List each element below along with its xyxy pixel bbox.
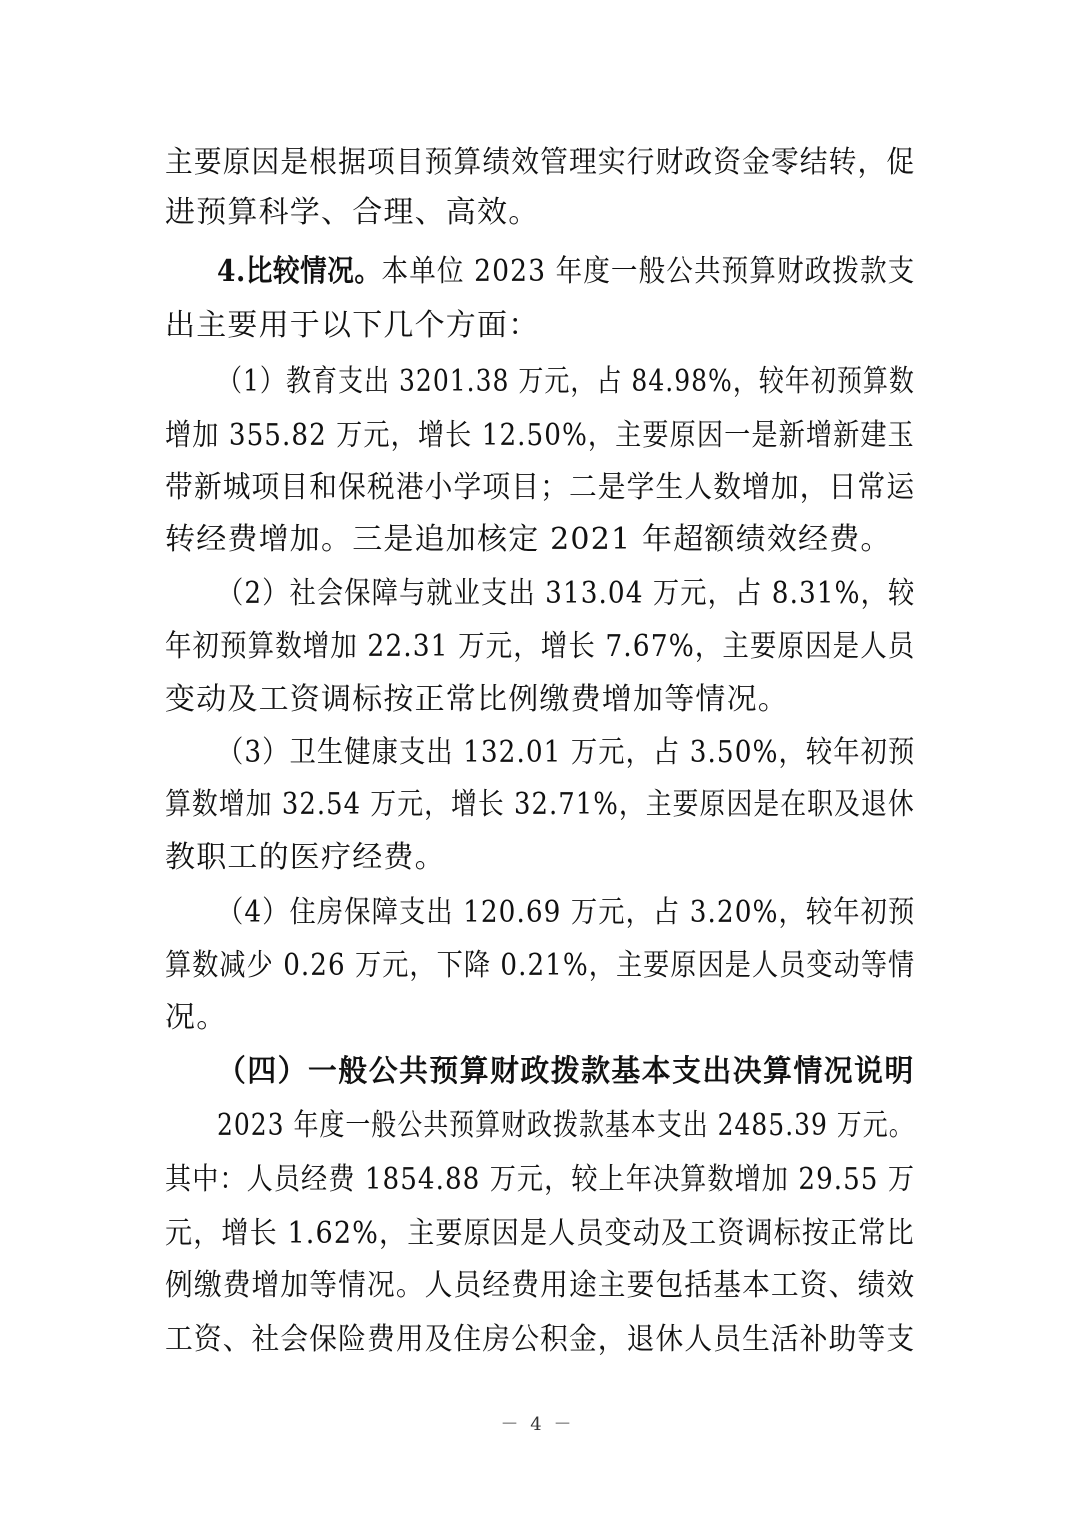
paragraph-line: 年初预算数增加 22.31 万元，增长 7.67%，主要原因是人员 bbox=[165, 629, 916, 664]
section-label-comparison: 4.比较情况。 bbox=[217, 254, 382, 289]
paragraph-line: 教职工的医疗经费。 bbox=[165, 840, 446, 875]
paragraph-line: 算数增加 32.54 万元，增长 32.71%，主要原因是在职及退休 bbox=[165, 787, 915, 822]
paragraph-line: 增加 355.82 万元，增长 12.50%，主要原因一是新增新建玉 bbox=[165, 418, 915, 453]
paragraph-line: 例缴费增加等情况。人员经费用途主要包括基本工资、绩效 bbox=[165, 1268, 916, 1303]
paragraph-line: 进预算科学、合理、高效。 bbox=[165, 195, 540, 230]
paragraph-line: （4）住房保障支出 120.69 万元，占 3.20%，较年初预 bbox=[217, 895, 916, 930]
section-heading: （四）一般公共预算财政拨款基本支出决算情况说明 bbox=[217, 1054, 915, 1089]
paragraph-text: 本单位 2023 年度一般公共预算财政拨款支 bbox=[381, 254, 916, 289]
paragraph-line: 况。 bbox=[165, 1000, 228, 1035]
paragraph-line: 主要原因是根据项目预算绩效管理实行财政资金零结转，促 bbox=[165, 145, 916, 180]
paragraph-line: 转经费增加。三是追加核定 2021 年超额绩效经费。 bbox=[165, 522, 892, 557]
paragraph-line-comparison bbox=[217, 252, 915, 292]
paragraph-line: 2023 年度一般公共预算财政拨款基本支出 2485.39 万元。 bbox=[217, 1108, 915, 1143]
page-number: － 4 － bbox=[500, 1414, 575, 1435]
paragraph-line: 带新城项目和保税港小学项目；二是学生人数增加，日常运 bbox=[165, 470, 916, 505]
paragraph-line: 元，增长 1.62%，主要原因是人员变动及工资调标按正常比 bbox=[165, 1216, 915, 1251]
paragraph-line: 变动及工资调标按正常比例缴费增加等情况。 bbox=[165, 682, 789, 717]
paragraph-line: （2）社会保障与就业支出 313.04 万元，占 8.31%，较 bbox=[217, 576, 916, 611]
paragraph-line: 工资、社会保险费用及住房公积金，退休人员生活补助等支 bbox=[165, 1322, 916, 1357]
paragraph-line: 出主要用于以下几个方面： bbox=[165, 308, 540, 343]
paragraph-line: 算数减少 0.26 万元，下降 0.21%，主要原因是人员变动等情 bbox=[165, 948, 916, 983]
paragraph-line: （3）卫生健康支出 132.01 万元，占 3.50%，较年初预 bbox=[217, 735, 916, 770]
paragraph-line: 其中：人员经费 1854.88 万元，较上年决算数增加 29.55 万 bbox=[165, 1162, 916, 1197]
paragraph-line: （1）教育支出 3201.38 万元，占 84.98%，较年初预算数 bbox=[217, 364, 915, 399]
